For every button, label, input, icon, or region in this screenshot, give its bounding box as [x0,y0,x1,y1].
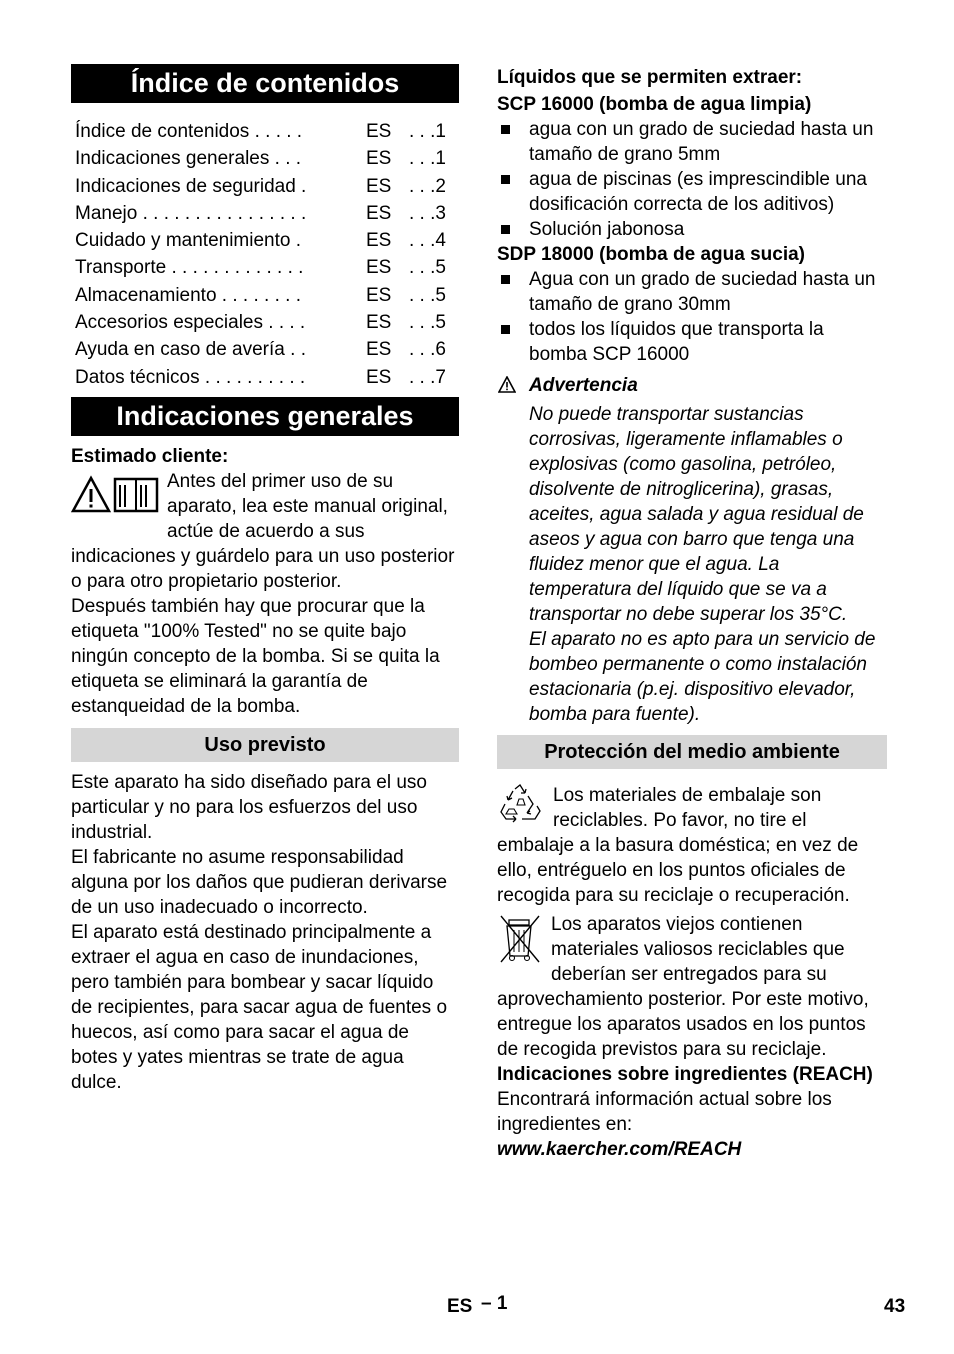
right-column [497,64,887,1162]
warning-text-2: El aparato no es apto para un servicio de bombeo permanente o como instalación estacionaria (p.ej. dispositivo elevador, bomba para fuente). [529,629,876,725]
toc-entry-page: . . .2 [409,175,446,197]
toc-row[interactable] [75,118,459,145]
toc-entry-title: Cuidado y mantenimiento . [75,230,302,252]
list-item [497,167,887,217]
crossed-bin-icon [497,912,543,972]
list-item [497,317,887,367]
toc-entry-page: . . .3 [409,202,446,224]
toc-entry-title: Almacenamiento . . . . . . . . [75,284,301,306]
list-item [497,217,887,242]
toc-row[interactable] [75,336,459,363]
page-number: 43 [884,1296,906,1317]
toc-row[interactable] [75,309,459,336]
toc-entry-page: . . .1 [409,121,446,142]
toc-entry-lang: ES [366,202,392,224]
toc-entry-lang: ES [366,339,392,361]
intended-use-p1: Este aparato ha sido diseñado para el uso particular y no para los esfuerzos del uso industrial. [71,771,427,843]
toc-entry-title: Índice de contenidos . . . . . [75,121,303,142]
sdp-list [497,267,887,367]
footer-section: – 1 [481,1293,508,1314]
list-item-text: agua con un grado de suciedad hasta un tamaño de grano 5mm [529,119,874,165]
toc-row[interactable] [75,227,459,254]
bullet-square-icon [501,275,510,284]
warning-text-1: No puede transportar sustancias corrosivas, ligeramente inflamables o explosivas (como gasolina, petróleo, disolvente de nitroglicerina), grasas, aceites, agua salada y agua residual de aseos y agua con barro que tenga una fluidez menor que el agua. La temperatura del líquido que se va a transportar no debe superar los 35°C. [529,404,864,625]
list-item-text: Solución jabonosa [529,219,685,240]
toc-entry-title: Transporte . . . . . . . . . . . . . [75,257,304,279]
toc-row[interactable] [75,282,459,309]
toc-heading: Índice de contenidos [71,64,459,103]
label-note: Después también hay que procurar que la etiqueta "100% Tested" no se quite bajo ningún concepto de la bomba. Si se quita la etiqueta se eliminará la garantía de estanqueidad de la bomba. [71,595,440,717]
toc-row[interactable] [75,145,459,172]
toc-entry-page: . . .5 [409,257,446,279]
toc-entry-title: Datos técnicos . . . . . . . . . . [75,366,306,388]
toc-entry-page: . . .5 [409,312,446,334]
warning-manual-icon [71,475,159,521]
toc-entry-lang: ES [366,148,392,170]
toc-entry-lang: ES [366,257,392,279]
sdp-heading: SDP 18000 (bomba de agua sucia) [497,244,805,265]
intro-text: Antes del primer uso de su aparato, lea este manual original, actúe de acuerdo a sus indicaciones y guárdelo para un uso posterior o para otro propietario posterior. [71,470,455,592]
toc-entry-page: . . .7 [409,366,446,388]
greeting: Estimado cliente: [71,445,229,467]
list-item [497,117,887,167]
bullet-square-icon [501,125,510,134]
toc-entry-lang: ES [366,230,392,252]
left-column [71,64,459,1095]
scp-list [497,117,887,242]
toc-row[interactable] [75,364,459,391]
toc-row[interactable] [75,173,459,200]
list-item-text: Agua con un grado de suciedad hasta un tamaño de grano 30mm [529,269,876,315]
reach-link[interactable]: www.kaercher.com/REACH [497,1139,742,1160]
general-heading: Indicaciones generales [71,397,459,436]
old-devices-text: Los aparatos viejos contienen materiales valiosos reciclables que deberían ser entregados para su aprovechamiento posterior. Por este motivo, entregue los aparatos usados en los puntos de recogida previstos para su reciclaje. [497,914,869,1060]
list-item-text: agua de piscinas (es imprescindible una dosificación correcta de los aditivos) [529,169,867,215]
list-item-text: todos los líquidos que transporta la bomba SCP 16000 [529,319,824,365]
intended-use-p2: El fabricante no asume responsabilidad alguna por los daños que pudieran derivarse de un uso inadecuado o incorrecto. [71,846,448,918]
toc-entry-title: Ayuda en caso de avería . . [75,339,306,361]
list-item [497,267,887,317]
toc-entry-page: . . .5 [409,284,446,306]
toc-entry-title: Manejo . . . . . . . . . . . . . . . . [75,202,307,224]
toc-entry-lang: ES [366,121,392,142]
toc-entry-lang: ES [366,366,392,388]
bullet-square-icon [501,225,510,234]
toc-entry-lang: ES [366,284,392,306]
reach-text: Encontrará información actual sobre los ingredientes en: [497,1089,832,1135]
bullet-square-icon [501,175,510,184]
intended-use-p3: El aparato está destinado principalmente a extraer el agua en caso de inundaciones, pero también para bombear y sacar líquido de recipientes, para sacar agua de fuentes o huecos, así como para sacar el agua de botes y yates mientras se trate de agua dulce. [71,921,448,1093]
toc-entry-lang: ES [366,175,392,197]
footer-lang: ES [447,1296,473,1317]
environment-heading: Protección del medio ambiente [497,735,887,769]
table-of-contents [75,118,459,391]
bullet-square-icon [501,325,510,334]
toc-entry-title: Indicaciones generales . . . [75,148,302,170]
toc-entry-title: Indicaciones de seguridad . [75,175,307,197]
warning-title: Advertencia [529,375,638,396]
toc-entry-page: . . .6 [409,339,446,361]
toc-entry-lang: ES [366,312,392,334]
liquids-heading: Líquidos que se permiten extraer: [497,67,803,88]
toc-entry-page: . . .4 [409,230,446,252]
reach-heading: Indicaciones sobre ingredientes (REACH) [497,1064,873,1085]
packaging-text: Los materiales de embalaje son reciclables. Po favor, no tire el embalaje a la basura doméstica; en vez de ello, entréguelo en los puntos oficiales de recogida para su reciclaje o recuperación. [497,785,859,906]
warning-icon [498,376,516,399]
toc-row[interactable] [75,200,459,227]
toc-entry-page: . . .1 [409,148,446,170]
recycling-icon [497,783,543,829]
scp-heading: SCP 16000 (bomba de agua limpia) [497,94,812,115]
intended-use-heading: Uso previsto [71,728,459,762]
toc-entry-title: Accesorios especiales . . . . [75,312,306,334]
toc-row[interactable] [75,254,459,281]
